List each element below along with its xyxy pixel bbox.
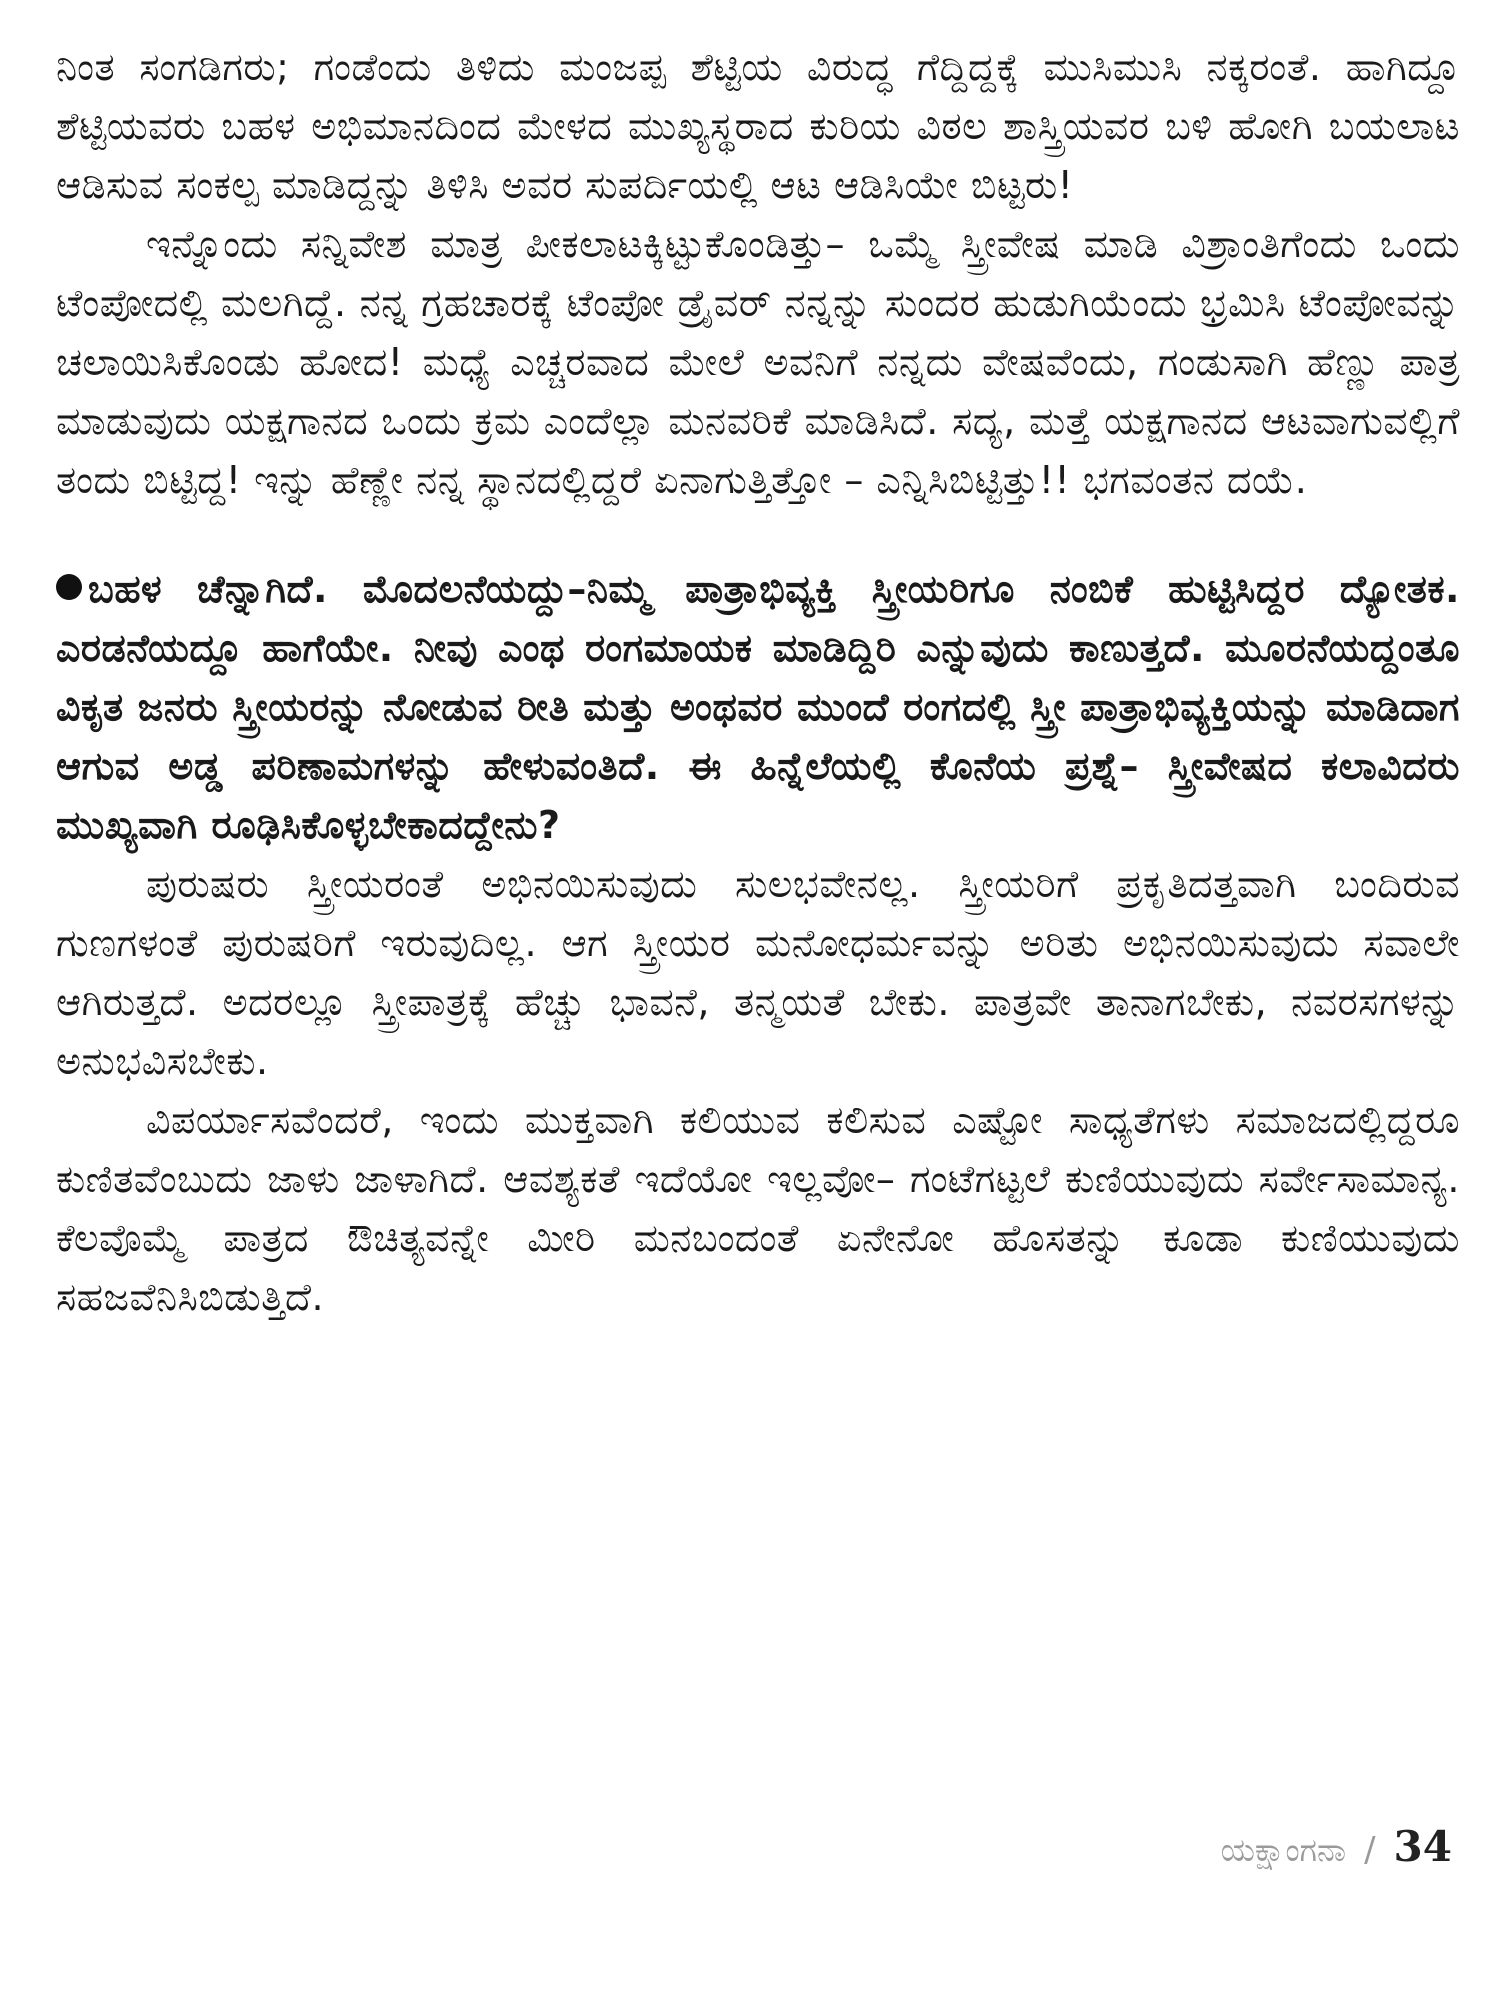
paragraph-1: ನಿಂತ ಸಂಗಡಿಗರು; ಗಂಡೆಂದು ತಿಳಿದು ಮಂಜಪ್ಪ ಶೆಟ್ಟಿಯ ವಿರುದ್ಧ ಗೆದ್ದಿದ್ದಕ್ಕೆ ಮುಸಿಮುಸಿ ನಕ್ಕರಂತೆ. ಹಾಗಿದ್ದೂ ಶೆಟ್ಟಿಯವರು ಬಹಳ ಅಭಿಮಾನದಿಂದ ಮೇಳದ ಮುಖ್ಯಸ್ಥರಾದ ಕುರಿಯ ವಿಠಲ ಶಾಸ್ತ್ರಿಯವರ ಬಳಿ ಹೋಗಿ ಬಯಲಾಟ ಆಡಿಸುವ ಸಂಕಲ್ಪ ಮಾಡಿದ್ದನ್ನು ತಿಳಿಸಿ ಅವರ ಸುಪರ್ದಿಯಲ್ಲಿ ಆಟ ಆಡಿಸಿಯೇ ಬಿಟ್ಟರು! <box>56 45 1460 207</box>
paragraph-4: ವಿಪರ್ಯಾಸವೆಂದರೆ, ಇಂದು ಮುಕ್ತವಾಗಿ ಕಲಿಯುವ ಕಲಿಸುವ ಎಷ್ಟೋ ಸಾಧ್ಯತೆಗಳು ಸಮಾಜದಲ್ಲಿದ್ದರೂ ಕುಣಿತವೆಂಬುದು ಜಾಳು ಜಾಳಾಗಿದೆ. ಆವಶ್ಯಕತೆ ಇದೆಯೋ ಇಲ್ಲವೋ– ಗಂಟೆಗಟ್ಟಲೆ ಕುಣಿಯುವುದು ಸರ್ವೇಸಾಮಾನ್ಯ. ಕೆಲವೊಮ್ಮೆ ಪಾತ್ರದ ಔಚಿತ್ಯವನ್ನೇ ಮೀರಿ ಮನಬಂದಂತೆ ಏನೇನೋ ಹೊಸತನ್ನು ಕೂಡಾ ಕುಣಿಯುವುದು ಸಹಜವೆನಿಸಿಬಿಡುತ್ತಿದೆ. <box>56 1098 1460 1319</box>
page-number: 34 <box>1393 1822 1452 1871</box>
paragraph-3: ಪುರುಷರು ಸ್ತ್ರೀಯರಂತೆ ಅಭಿನಯಿಸುವುದು ಸುಲಭವೇನಲ್ಲ. ಸ್ತ್ರೀಯರಿಗೆ ಪ್ರಕೃತಿದತ್ತವಾಗಿ ಬಂದಿರುವ ಗುಣಗಳಂತೆ ಪುರುಷರಿಗೆ ಇರುವುದಿಲ್ಲ. ಆಗ ಸ್ತ್ರೀಯರ ಮನೋಧರ್ಮವನ್ನು ಅರಿತು ಅಭಿನಯಿಸುವುದು ಸವಾಲೇ ಆಗಿರುತ್ತದೆ. ಅದರಲ್ಲೂ ಸ್ತ್ರೀಪಾತ್ರಕ್ಕೆ ಹೆಚ್ಚು ಭಾವನೆ, ತನ್ಮಯತೆ ಬೇಕು. ಪಾತ್ರವೇ ತಾನಾಗಬೇಕು, ನವರಸಗಳನ್ನು ಅನುಭವಿಸಬೇಕು. <box>56 862 1460 1083</box>
publication-title: ಯಕ್ಷಾಂಗನಾ <box>1220 1831 1347 1869</box>
paragraph-2: ಇನ್ನೊಂದು ಸನ್ನಿವೇಶ ಮಾತ್ರ ಪೀಕಲಾಟಕ್ಕಿಟ್ಟುಕೊಂಡಿತ್ತು– ಒಮ್ಮೆ ಸ್ತ್ರೀವೇಷ ಮಾಡಿ ವಿಶ್ರಾಂತಿಗೆಂದು ಒಂದು ಟೆಂಪೋದಲ್ಲಿ ಮಲಗಿದ್ದೆ. ನನ್ನ ಗ್ರಹಚಾರಕ್ಕೆ ಟೆಂಪೋ ಡ್ರೈವರ್ ನನ್ನನ್ನು ಸುಂದರ ಹುಡುಗಿಯೆಂದು ಭ್ರಮಿಸಿ ಟೆಂಪೋವನ್ನು ಚಲಾಯಿಸಿಕೊಂಡು ಹೋದ! ಮಧ್ಯೆ ಎಚ್ಚರವಾದ ಮೇಲೆ ಅವನಿಗೆ ನನ್ನದು ವೇಷವೆಂದು, ಗಂಡುಸಾಗಿ ಹೆಣ್ಣು ಪಾತ್ರ ಮಾಡುವುದು ಯಕ್ಷಗಾನದ ಒಂದು ಕ್ರಮ ಎಂದೆಲ್ಲಾ ಮನವರಿಕೆ ಮಾಡಿಸಿದೆ. ಸದ್ಯ, ಮತ್ತೆ ಯಕ್ಷಗಾನದ ಆಟವಾಗುವಲ್ಲಿಗೆ ತಂದು ಬಿಟ್ಟಿದ್ದ! ಇನ್ನು ಹೆಣ್ಣೇ ನನ್ನ ಸ್ಥಾನದಲ್ಲಿದ್ದರೆ ಏನಾಗುತ್ತಿತ್ತೋ – ಎನ್ನಿಸಿಬಿಟ್ಟಿತ್ತು!! ಭಗವಂತನ ದಯೆ. <box>56 222 1460 502</box>
bullet-icon <box>56 574 82 600</box>
footer-separator: / <box>1364 1830 1376 1870</box>
interview-question <box>56 560 1460 855</box>
page-footer <box>1221 1822 1452 1871</box>
question-text: ಬಹಳ ಚೆನ್ನಾಗಿದೆ. ಮೊದಲನೆಯದ್ದು–ನಿಮ್ಮ ಪಾತ್ರಾಭಿವ್ಯಕ್ತಿ ಸ್ತ್ರೀಯರಿಗೂ ನಂಬಿಕೆ ಹುಟ್ಟಿಸಿದ್ದರ ದ್ಯೋತಕ. ಎರಡನೆಯದ್ದೂ ಹಾಗೆಯೇ. ನೀವು ಎಂಥ ರಂಗಮಾಯಕ ಮಾಡಿದ್ದಿರಿ ಎನ್ನುವುದು ಕಾಣುತ್ತದೆ. ಮೂರನೆಯದ್ದಂತೂ ವಿಕೃತ ಜನರು ಸ್ತ್ರೀಯರನ್ನು ನೋಡುವ ರೀತಿ ಮತ್ತು ಅಂಥವರ ಮುಂದೆ ರಂಗದಲ್ಲಿ ಸ್ತ್ರೀ ಪಾತ್ರಾಭಿವ್ಯಕ್ತಿಯನ್ನು ಮಾಡಿದಾಗ ಆಗುವ ಅಡ್ಡ ಪರಿಣಾಮಗಳನ್ನು ಹೇಳುವಂತಿದೆ. ಈ ಹಿನ್ನೆಲೆಯಲ್ಲಿ ಕೊನೆಯ ಪ್ರಶ್ನೆ– ಸ್ತ್ರೀವೇಷದ ಕಲಾವಿದರು ಮುಖ್ಯವಾಗಿ ರೂಢಿಸಿಕೊಳ್ಳಬೇಕಾದದ್ದೇನು? <box>56 567 1460 847</box>
